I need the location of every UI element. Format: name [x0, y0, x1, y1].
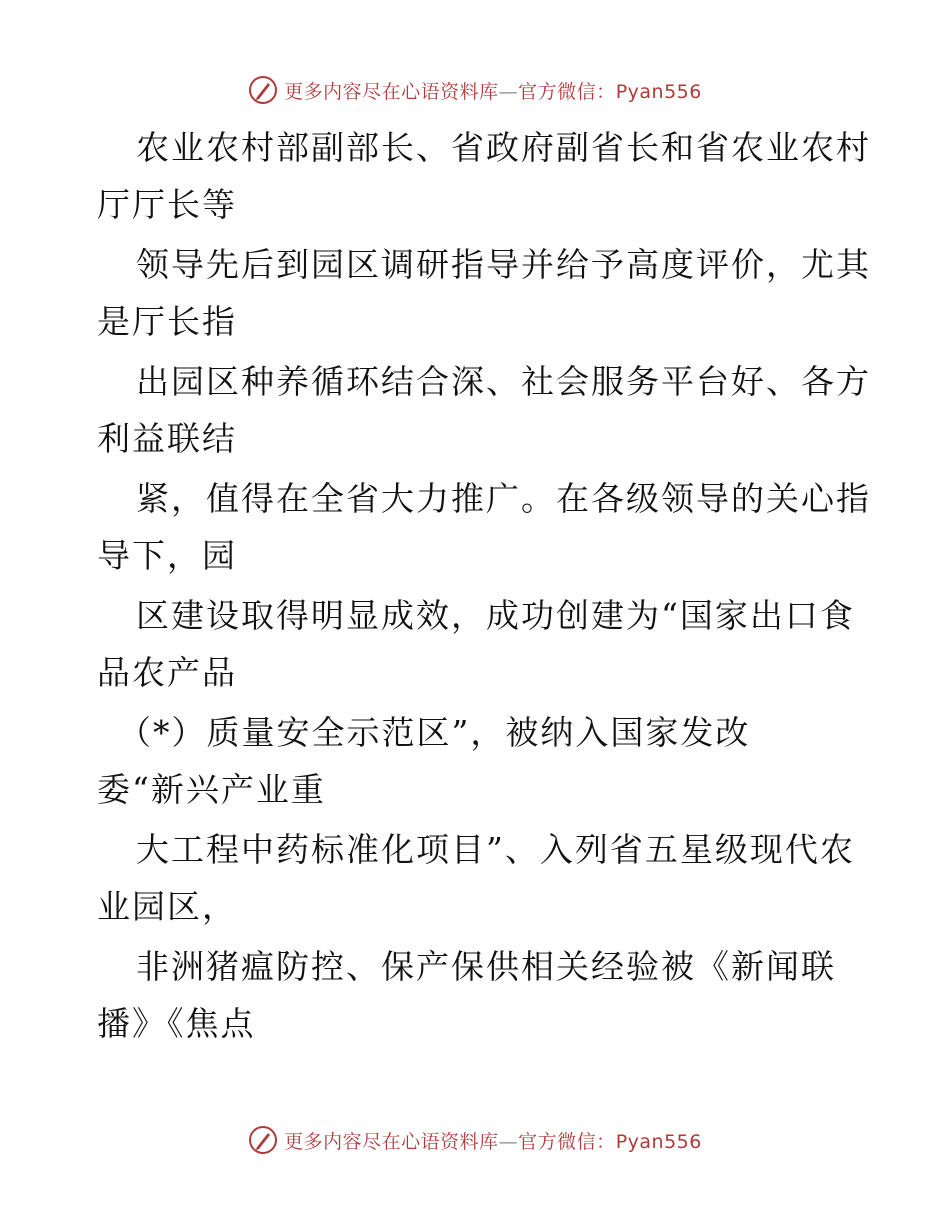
paragraph-continuation-line: 业园区， [97, 887, 237, 926]
document-body [0, 122, 950, 1058]
paragraph [0, 122, 950, 239]
footer-banner [0, 1120, 950, 1160]
feather-pen-logo-icon [248, 75, 278, 105]
paragraph-continuation-line: 导下，园 [97, 536, 237, 575]
paragraph-first-line: 农业农村部副部长、省政府副省长和省农业农村 [136, 128, 871, 167]
feather-pen-logo-icon [248, 1125, 278, 1155]
paragraph-first-line: （*）质量安全示范区”，被纳入国家发改 [118, 713, 751, 752]
banner-wechat-label: 官方微信： [518, 80, 616, 103]
paragraph-first-line: 非洲猪瘟防控、保产保供相关经验被《新闻联 [136, 947, 836, 986]
paragraph [0, 941, 950, 1058]
banner-separator: — [498, 1130, 519, 1153]
banner-main-text: 更多内容尽在心语资料库 [284, 80, 499, 103]
paragraph-first-line: 区建设取得明显成效，成功创建为“国家出口食 [136, 596, 855, 635]
paragraph [0, 473, 950, 590]
banner-text [284, 1127, 702, 1154]
header-banner [0, 70, 950, 110]
paragraph [0, 707, 950, 824]
paragraph-first-line: 出园区种养循环结合深、社会服务平台好、各方 [136, 362, 871, 401]
paragraph-continuation-line: 播》《焦点 [97, 1004, 256, 1043]
paragraph-continuation-line: 厅厅长等 [97, 185, 237, 224]
banner-wechat-label: 官方微信： [518, 1130, 616, 1153]
paragraph [0, 590, 950, 707]
paragraph [0, 824, 950, 941]
paragraph-continuation-line: 委“新兴产业重 [97, 770, 326, 809]
banner-text [284, 77, 702, 104]
paragraph [0, 356, 950, 473]
banner-main-text: 更多内容尽在心语资料库 [284, 1130, 499, 1153]
paragraph-first-line: 紧，值得在全省大力推广。在各级领导的关心指 [136, 479, 871, 518]
paragraph-continuation-line: 是厅长指 [97, 302, 237, 341]
paragraph-first-line: 领导先后到园区调研指导并给予高度评价，尤其 [136, 245, 871, 284]
paragraph-first-line: 大工程中药标准化项目”、入列省五星级现代农 [136, 830, 855, 869]
banner-wechat-id: Pyan556 [615, 80, 702, 103]
paragraph [0, 239, 950, 356]
banner-separator: — [498, 80, 519, 103]
paragraph-continuation-line: 品农产品 [97, 653, 237, 692]
banner-wechat-id: Pyan556 [615, 1130, 702, 1153]
paragraph-continuation-line: 利益联结 [97, 419, 237, 458]
